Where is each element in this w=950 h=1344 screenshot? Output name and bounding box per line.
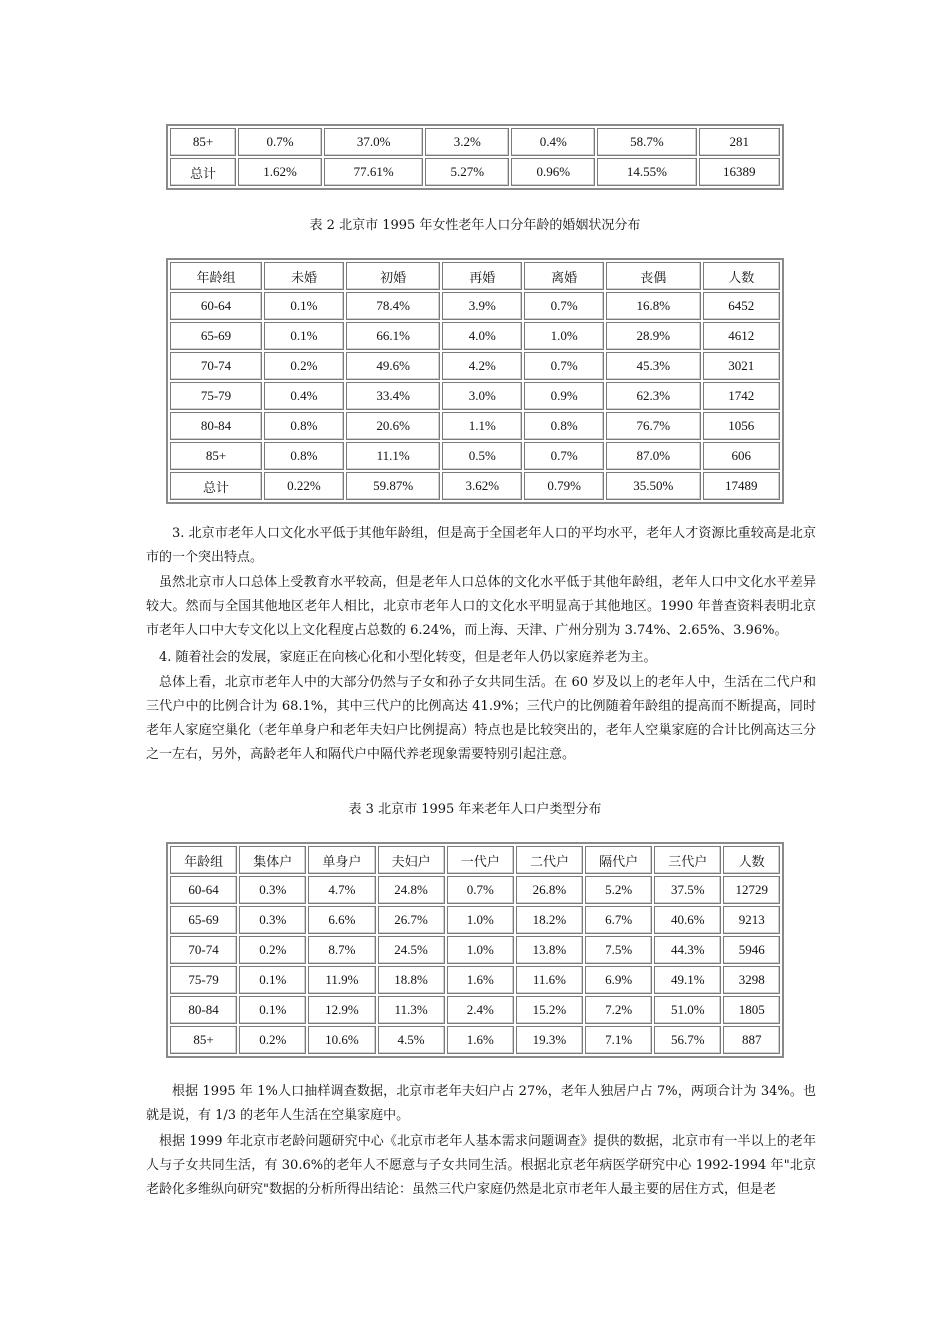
table-cell: 5.2% bbox=[585, 876, 652, 904]
table-row bbox=[170, 442, 780, 470]
table-cell: 13.8% bbox=[516, 936, 583, 964]
table-row bbox=[170, 158, 780, 186]
table-cell: 3298 bbox=[723, 966, 780, 994]
table-cell: 2.4% bbox=[447, 996, 514, 1024]
table-cell: 80-84 bbox=[170, 412, 262, 440]
table-cell: 33.4% bbox=[346, 382, 440, 410]
table-cell: 18.2% bbox=[516, 906, 583, 934]
table-cell: 11.6% bbox=[516, 966, 583, 994]
table-cell: 66.1% bbox=[346, 322, 440, 350]
table-cell: 85+ bbox=[170, 1026, 237, 1054]
table-cell: 0.2% bbox=[264, 352, 344, 380]
table-cell: 7.2% bbox=[585, 996, 652, 1024]
table-row bbox=[170, 1026, 780, 1054]
table-cell: 58.7% bbox=[597, 128, 696, 156]
table-cell: 60-64 bbox=[170, 292, 262, 320]
table-cell: 26.8% bbox=[516, 876, 583, 904]
table-cell: 85+ bbox=[170, 128, 236, 156]
table-cell: 10.6% bbox=[308, 1026, 375, 1054]
table-cell: 78.4% bbox=[346, 292, 440, 320]
table-cell: 7.1% bbox=[585, 1026, 652, 1054]
table-cell: 62.3% bbox=[606, 382, 700, 410]
table-header-cell: 夫妇户 bbox=[378, 846, 445, 874]
table-header-cell: 人数 bbox=[723, 846, 780, 874]
table-row bbox=[170, 322, 780, 350]
table-cell: 1.6% bbox=[447, 1026, 514, 1054]
paragraph: 虽然北京市人口总体上受教育水平较高，但是老年人口总体的文化水平低于其他年龄组，老年人口中文化水平差异较大。然而与全国其他地区老年人相比，北京市老年人口的文化水平明显高于其他地区。1990 年普查资料表明北京市老年人口中大专文化以上文化程度占总数的 6.24%，而上海、天津、广州分别为 3.74%、2.65%、3.96%。 bbox=[146, 575, 816, 638]
table-cell: 70-74 bbox=[170, 936, 237, 964]
table-cell: 6.6% bbox=[308, 906, 375, 934]
table-cell: 4.0% bbox=[442, 322, 522, 350]
table-cell: 15.2% bbox=[516, 996, 583, 1024]
table-cell: 总计 bbox=[170, 158, 236, 186]
table-header-cell: 二代户 bbox=[516, 846, 583, 874]
table-header-cell: 一代户 bbox=[447, 846, 514, 874]
table-header-cell: 单身户 bbox=[308, 846, 375, 874]
table-cell: 3021 bbox=[703, 352, 780, 380]
table-cell: 4612 bbox=[703, 322, 780, 350]
table-cell: 77.61% bbox=[324, 158, 423, 186]
table-cell: 11.9% bbox=[308, 966, 375, 994]
table-cell: 12.9% bbox=[308, 996, 375, 1024]
table-cell: 65-69 bbox=[170, 322, 262, 350]
table-cell: 19.3% bbox=[516, 1026, 583, 1054]
table-cell: 75-79 bbox=[170, 966, 237, 994]
paragraph: 根据 1999 年北京市老龄问题研究中心《北京市老年人基本需求问题调查》提供的数据，北京市有一半以上的老年人与子女共同生活，有 30.6%的老年人不愿意与子女共同生活。根据北京老年病医学研究中心 1992-1994 年"北京老龄化多维纵向研究"数据的分析所得出结论：虽然三代户家庭仍然是北京市老年人最主要的居住方式，但是老 bbox=[146, 1134, 816, 1197]
table-row bbox=[170, 412, 780, 440]
table-cell: 0.4% bbox=[264, 382, 344, 410]
table-cell: 24.5% bbox=[378, 936, 445, 964]
table-cell: 3.9% bbox=[442, 292, 522, 320]
table-cell: 总计 bbox=[170, 472, 262, 500]
table-female-marital-status bbox=[166, 258, 784, 504]
table-cell: 0.2% bbox=[239, 936, 306, 964]
table-cell: 0.8% bbox=[264, 412, 344, 440]
table-cell: 5946 bbox=[723, 936, 780, 964]
table-cell: 87.0% bbox=[606, 442, 700, 470]
table-row bbox=[170, 352, 780, 380]
table-cell: 0.7% bbox=[238, 128, 322, 156]
table-header-cell: 年龄组 bbox=[170, 846, 237, 874]
table-header-cell: 初婚 bbox=[346, 262, 440, 290]
table-cell: 4.5% bbox=[378, 1026, 445, 1054]
table-marital-status-tail bbox=[166, 124, 784, 190]
table-cell: 12729 bbox=[723, 876, 780, 904]
table-header-row bbox=[170, 846, 780, 874]
table-cell: 4.2% bbox=[442, 352, 522, 380]
table-cell: 0.79% bbox=[524, 472, 604, 500]
table-cell: 0.1% bbox=[264, 322, 344, 350]
table-cell: 45.3% bbox=[606, 352, 700, 380]
table-cell: 16389 bbox=[699, 158, 780, 186]
table-cell: 0.5% bbox=[442, 442, 522, 470]
table-cell: 11.3% bbox=[378, 996, 445, 1024]
table-cell: 1.62% bbox=[238, 158, 322, 186]
table-header-cell: 离婚 bbox=[524, 262, 604, 290]
table-cell: 0.1% bbox=[264, 292, 344, 320]
paragraph: 4. 随着社会的发展，家庭正在向核心化和小型化转变，但是老年人仍以家庭养老为主。 bbox=[159, 650, 657, 665]
table-row bbox=[170, 936, 780, 964]
paragraph: 总体上看，北京市老年人中的大部分仍然与子女和孙子女共同生活。在 60 岁及以上的老年人中，生活在二代户和三代户中的比例合计为 68.1%，其中三代户的比例高达 41.9%；三代户的比例随着年龄组的提高而不断提高，同时老年人家庭空巢化（老年单身户和老年夫妇户比例提高）特点也是比较突出的，老年人空巢家庭的合计比例高达三分之一左右，另外，高龄老年人和隔代户中隔代养老现象需要特别引起注意。 bbox=[146, 675, 816, 762]
table-row bbox=[170, 906, 780, 934]
table-cell: 14.55% bbox=[597, 158, 696, 186]
table-cell: 0.2% bbox=[239, 1026, 306, 1054]
table-header-cell: 人数 bbox=[703, 262, 780, 290]
table-cell: 37.5% bbox=[654, 876, 721, 904]
table-cell: 80-84 bbox=[170, 996, 237, 1024]
table-cell: 56.7% bbox=[654, 1026, 721, 1054]
table-cell: 9213 bbox=[723, 906, 780, 934]
table-cell: 5.27% bbox=[425, 158, 509, 186]
table-cell: 1.0% bbox=[524, 322, 604, 350]
table-cell: 6.7% bbox=[585, 906, 652, 934]
table-row bbox=[170, 128, 780, 156]
table-cell: 1056 bbox=[703, 412, 780, 440]
table-cell: 11.1% bbox=[346, 442, 440, 470]
table-cell: 6452 bbox=[703, 292, 780, 320]
table-cell: 17489 bbox=[703, 472, 780, 500]
table-cell: 70-74 bbox=[170, 352, 262, 380]
table-cell: 28.9% bbox=[606, 322, 700, 350]
table-cell: 8.7% bbox=[308, 936, 375, 964]
table-cell: 6.9% bbox=[585, 966, 652, 994]
table-cell: 3.0% bbox=[442, 382, 522, 410]
table-cell: 24.8% bbox=[378, 876, 445, 904]
table-cell: 65-69 bbox=[170, 906, 237, 934]
table-cell: 7.5% bbox=[585, 936, 652, 964]
table-header-cell: 集体户 bbox=[239, 846, 306, 874]
table-cell: 281 bbox=[699, 128, 780, 156]
table-cell: 0.1% bbox=[239, 966, 306, 994]
table-cell: 51.0% bbox=[654, 996, 721, 1024]
table-cell: 0.7% bbox=[524, 442, 604, 470]
table-cell: 37.0% bbox=[324, 128, 423, 156]
table-cell: 1.1% bbox=[442, 412, 522, 440]
table-header-cell: 三代户 bbox=[654, 846, 721, 874]
table-header-cell: 丧偶 bbox=[606, 262, 700, 290]
table-cell: 76.7% bbox=[606, 412, 700, 440]
table-header-cell: 未婚 bbox=[264, 262, 344, 290]
table-cell: 75-79 bbox=[170, 382, 262, 410]
table-row bbox=[170, 472, 780, 500]
table-cell: 1.0% bbox=[447, 906, 514, 934]
table-cell: 59.87% bbox=[346, 472, 440, 500]
table-cell: 0.22% bbox=[264, 472, 344, 500]
table-cell: 26.7% bbox=[378, 906, 445, 934]
table-cell: 0.8% bbox=[264, 442, 344, 470]
paragraph: 根据 1995 年 1%人口抽样调查数据，北京市老年夫妇户占 27%，老年人独居户占 7%，两项合计为 34%。也就是说，有 1/3 的老年人生活在空巢家庭中。 bbox=[146, 1084, 816, 1123]
table-cell: 18.8% bbox=[378, 966, 445, 994]
table-household-type bbox=[166, 842, 784, 1058]
table-cell: 0.3% bbox=[239, 876, 306, 904]
table3-caption: 表 3 北京市 1995 年来老年人口户类型分布 bbox=[348, 802, 602, 817]
table-cell: 3.2% bbox=[425, 128, 509, 156]
table-row bbox=[170, 966, 780, 994]
table-cell: 4.7% bbox=[308, 876, 375, 904]
table-row bbox=[170, 382, 780, 410]
table-cell: 0.7% bbox=[524, 292, 604, 320]
table-cell: 35.50% bbox=[606, 472, 700, 500]
table-cell: 1.0% bbox=[447, 936, 514, 964]
table-cell: 887 bbox=[723, 1026, 780, 1054]
table-cell: 0.96% bbox=[511, 158, 595, 186]
table-cell: 16.8% bbox=[606, 292, 700, 320]
table-cell: 49.6% bbox=[346, 352, 440, 380]
table-cell: 20.6% bbox=[346, 412, 440, 440]
table-cell: 49.1% bbox=[654, 966, 721, 994]
table-cell: 0.3% bbox=[239, 906, 306, 934]
table-header-cell: 隔代户 bbox=[585, 846, 652, 874]
table-cell: 60-64 bbox=[170, 876, 237, 904]
table-cell: 0.8% bbox=[524, 412, 604, 440]
table-cell: 85+ bbox=[170, 442, 262, 470]
table-cell: 3.62% bbox=[442, 472, 522, 500]
table-header-row bbox=[170, 262, 780, 290]
table-header-cell: 再婚 bbox=[442, 262, 522, 290]
table-cell: 40.6% bbox=[654, 906, 721, 934]
table-cell: 44.3% bbox=[654, 936, 721, 964]
table-row bbox=[170, 292, 780, 320]
table-row bbox=[170, 876, 780, 904]
table-cell: 0.1% bbox=[239, 996, 306, 1024]
table-row bbox=[170, 996, 780, 1024]
table-cell: 0.7% bbox=[524, 352, 604, 380]
table-cell: 1.6% bbox=[447, 966, 514, 994]
table-cell: 0.9% bbox=[524, 382, 604, 410]
paragraph: 3. 北京市老年人口文化水平低于其他年龄组，但是高于全国老年人口的平均水平，老年人才资源比重较高是北京市的一个突出特点。 bbox=[146, 526, 816, 565]
table-cell: 0.7% bbox=[447, 876, 514, 904]
table-cell: 1742 bbox=[703, 382, 780, 410]
table-cell: 1805 bbox=[723, 996, 780, 1024]
table-cell: 0.4% bbox=[511, 128, 595, 156]
table2-caption: 表 2 北京市 1995 年女性老年人口分年龄的婚姻状况分布 bbox=[309, 218, 641, 233]
table-cell: 606 bbox=[703, 442, 780, 470]
table-header-cell: 年龄组 bbox=[170, 262, 262, 290]
